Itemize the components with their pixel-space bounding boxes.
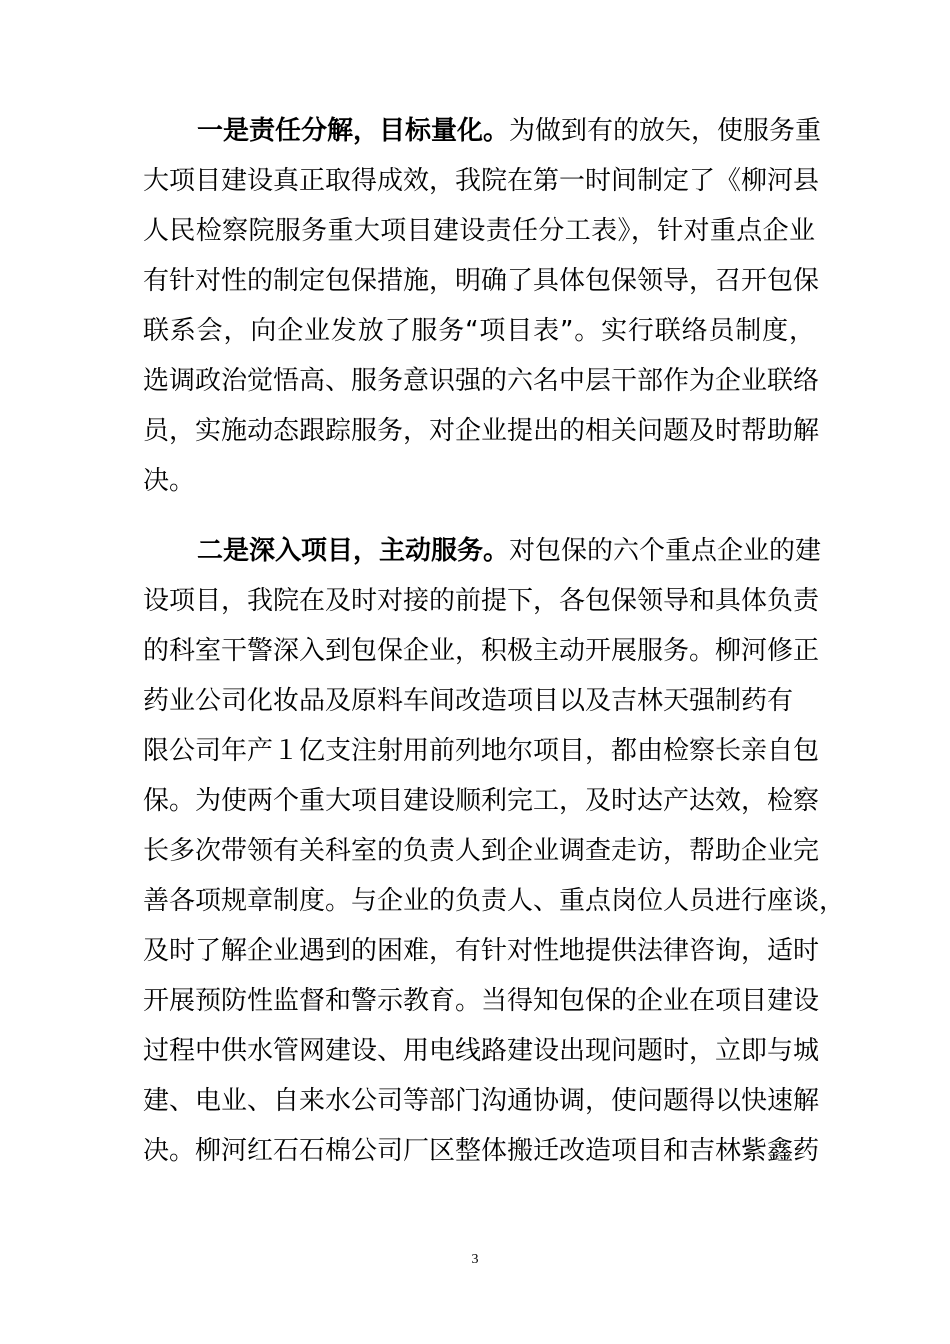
paragraph-line: 开展预防性监督和警示教育。当得知包保的企业在项目建设 bbox=[143, 986, 820, 1016]
paragraph-line: 善各项规章制度。与企业的负责人、重点岗位人员进行座谈， bbox=[143, 886, 846, 916]
paragraph-line: 有针对性的制定包保措施，明确了具体包保领导，召开包保 bbox=[143, 266, 820, 296]
paragraph-line: 及时了解企业遇到的困难，有针对性地提供法律咨询，适时 bbox=[143, 936, 820, 966]
paragraph-line: 决。柳河红石石棉公司厂区整体搬迁改造项目和吉林紫鑫药 bbox=[143, 1136, 820, 1166]
paragraph-line: 建、电业、自来水公司等部门沟通协调，使问题得以快速解 bbox=[143, 1086, 820, 1116]
paragraph-line: 员，实施动态跟踪服务，对企业提出的相关问题及时帮助解 bbox=[143, 416, 820, 446]
paragraph-line: 长多次带领有关科室的负责人到企业调查走访，帮助企业完 bbox=[143, 836, 820, 866]
paragraph-active-service bbox=[143, 526, 846, 1176]
page-number: 3 bbox=[471, 1252, 479, 1267]
paragraph-line: 保。为使两个重大项目建设顺利完工，及时达产达效，检察 bbox=[143, 786, 820, 816]
paragraph-text: 为做到有的放矢，使服务重 bbox=[509, 116, 822, 146]
paragraph-first-line bbox=[143, 106, 822, 156]
paragraph-line: 人民检察院服务重大项目建设责任分工表》，针对重点企业 bbox=[143, 216, 815, 246]
paragraph-responsibility bbox=[143, 106, 822, 506]
paragraph-text: 对包保的六个重点企业的建 bbox=[509, 536, 822, 566]
paragraph-first-line bbox=[143, 526, 822, 576]
paragraph-line: 药业公司化妆品及原料车间改造项目以及吉林天强制药有 bbox=[143, 686, 794, 716]
paragraph-line: 选调政治觉悟高、服务意识强的六名中层干部作为企业联络 bbox=[143, 366, 820, 396]
paragraph-line: 联系会，向企业发放了服务“项目表”。实行联络员制度， bbox=[143, 316, 815, 346]
paragraph-heading: 一是责任分解，目标量化。 bbox=[197, 116, 510, 146]
paragraph-line: 的科室干警深入到包保企业，积极主动开展服务。柳河修正 bbox=[143, 636, 820, 666]
paragraph-line: 过程中供水管网建设、用电线路建设出现问题时，立即与城 bbox=[143, 1036, 820, 1066]
paragraph-heading: 二是深入项目，主动服务。 bbox=[197, 536, 510, 566]
paragraph-line: 大项目建设真正取得成效，我院在第一时间制定了《柳河县 bbox=[143, 166, 820, 196]
paragraph-last-line: 决。 bbox=[143, 466, 196, 496]
paragraph-line: 限公司年产１亿支注射用前列地尔项目，都由检察长亲自包 bbox=[143, 736, 820, 766]
paragraph-line: 设项目，我院在及时对接的前提下，各包保领导和具体负责 bbox=[143, 586, 820, 616]
